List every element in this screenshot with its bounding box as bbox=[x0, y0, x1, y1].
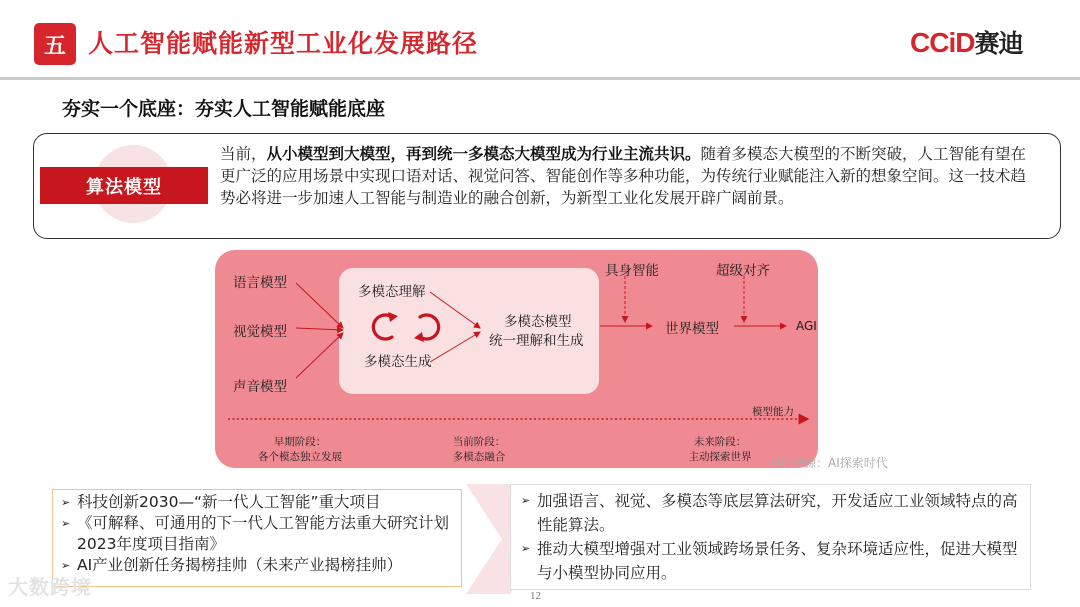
multimodal-generation-label: 多模态生成 bbox=[364, 354, 432, 370]
list-marker: ➢ bbox=[61, 559, 71, 572]
list-item-text: 推动大模型增强对工业领域跨场景任务、复杂环境适应性，促进大模型与小模型协同应用。 bbox=[537, 540, 1018, 582]
desc-body: 随着多模态大模型的不断突破，人工智能有望在更广泛的应用场景中实现口语对话、视觉问答、智能创作等多种功能，为传统行业赋能注入新的想象空间。这一技术趋势必将进一步加速人工智能与制造业的融合创新，为新型工业化发展开辟广阔前景。 bbox=[220, 145, 1027, 207]
watermark: 大数跨境 bbox=[8, 575, 92, 599]
logo-latin: CCiD bbox=[910, 27, 975, 58]
cycle-left-head bbox=[388, 312, 398, 322]
arrow-audio-to-fusion bbox=[296, 333, 343, 378]
desc-prefix: 当前， bbox=[220, 145, 267, 163]
embodied-intelligence-label: 具身智能 bbox=[605, 263, 659, 279]
list-marker: ➢ bbox=[61, 496, 71, 509]
list-marker: ➢ bbox=[61, 517, 71, 530]
list-item bbox=[519, 489, 1030, 537]
stage-early-desc: 各个模态独立发展 bbox=[258, 451, 342, 463]
stage-future-desc: 主动探索世界 bbox=[688, 451, 752, 463]
arrow-language-to-fusion bbox=[296, 283, 343, 328]
algorithm-model-label: 算法模型 bbox=[40, 167, 208, 204]
image-source-note: 图片来源：AI探索时代 bbox=[768, 456, 888, 470]
list-marker: ➢ bbox=[521, 542, 531, 555]
recommendations-list bbox=[510, 484, 1031, 590]
list-item bbox=[59, 492, 461, 513]
cycle-right-head bbox=[414, 332, 424, 342]
arrow-generation-to-unified bbox=[430, 332, 480, 362]
multimodal-understanding-label: 多模态理解 bbox=[358, 284, 426, 300]
list-item bbox=[519, 537, 1030, 585]
stage-future bbox=[680, 434, 760, 464]
list-item-text: 《可解释、可通用的下一代人工智能方法重大研究计划2023年度项目指南》 bbox=[77, 514, 450, 553]
list-item bbox=[59, 513, 461, 555]
stage-early-title: 早期阶段： bbox=[273, 436, 327, 448]
unified-model-line2: 统一理解和生成 bbox=[489, 333, 584, 349]
section-subtitle: 夯实一个底座：夯实人工智能赋能底座 bbox=[62, 98, 386, 120]
stage-future-title: 未来阶段： bbox=[693, 436, 747, 448]
slide-title: 人工智能赋能新型工业化发展路径 bbox=[88, 29, 479, 58]
page-number: 12 bbox=[530, 590, 541, 602]
vision-model-label: 视觉模型 bbox=[233, 324, 287, 340]
agi-label: AGI bbox=[796, 319, 817, 333]
cycle-left-arc bbox=[373, 315, 392, 339]
unified-model-line1: 多模态模型 bbox=[504, 314, 572, 330]
list-item-text: 加强语言、视觉、多模态等底层算法研究，开发适应工业领域特点的高性能算法。 bbox=[537, 492, 1018, 534]
stage-current bbox=[444, 434, 514, 464]
capability-axis-label: 模型能力 bbox=[752, 406, 794, 418]
section-number-badge: 五 bbox=[34, 23, 76, 65]
list-item-text: AI产业创新任务揭榜挂帅（未来产业揭榜挂帅） bbox=[77, 556, 403, 574]
desc-emphasis: 从小模型到大模型，再到统一多模态大模型成为行业主流共识。 bbox=[266, 145, 701, 163]
audio-model-label: 声音模型 bbox=[233, 379, 287, 395]
list-item-text: 科技创新2030—“新一代人工智能”重大项目 bbox=[77, 493, 381, 511]
stage-early bbox=[250, 434, 350, 464]
logo-chinese: 赛迪 bbox=[974, 29, 1023, 58]
policy-projects-list bbox=[52, 489, 462, 587]
stage-current-desc: 多模态融合 bbox=[452, 451, 506, 463]
language-model-label: 语言模型 bbox=[233, 275, 287, 291]
stage-current-title: 当前阶段： bbox=[452, 436, 506, 448]
cycle-right-arc bbox=[420, 315, 439, 339]
list-marker: ➢ bbox=[521, 494, 531, 507]
cycle-icon bbox=[373, 315, 438, 339]
super-alignment-label: 超级对齐 bbox=[716, 263, 770, 279]
arrow-vision-to-fusion bbox=[296, 328, 343, 330]
world-model-label: 世界模型 bbox=[665, 321, 719, 337]
list-item bbox=[59, 555, 461, 576]
